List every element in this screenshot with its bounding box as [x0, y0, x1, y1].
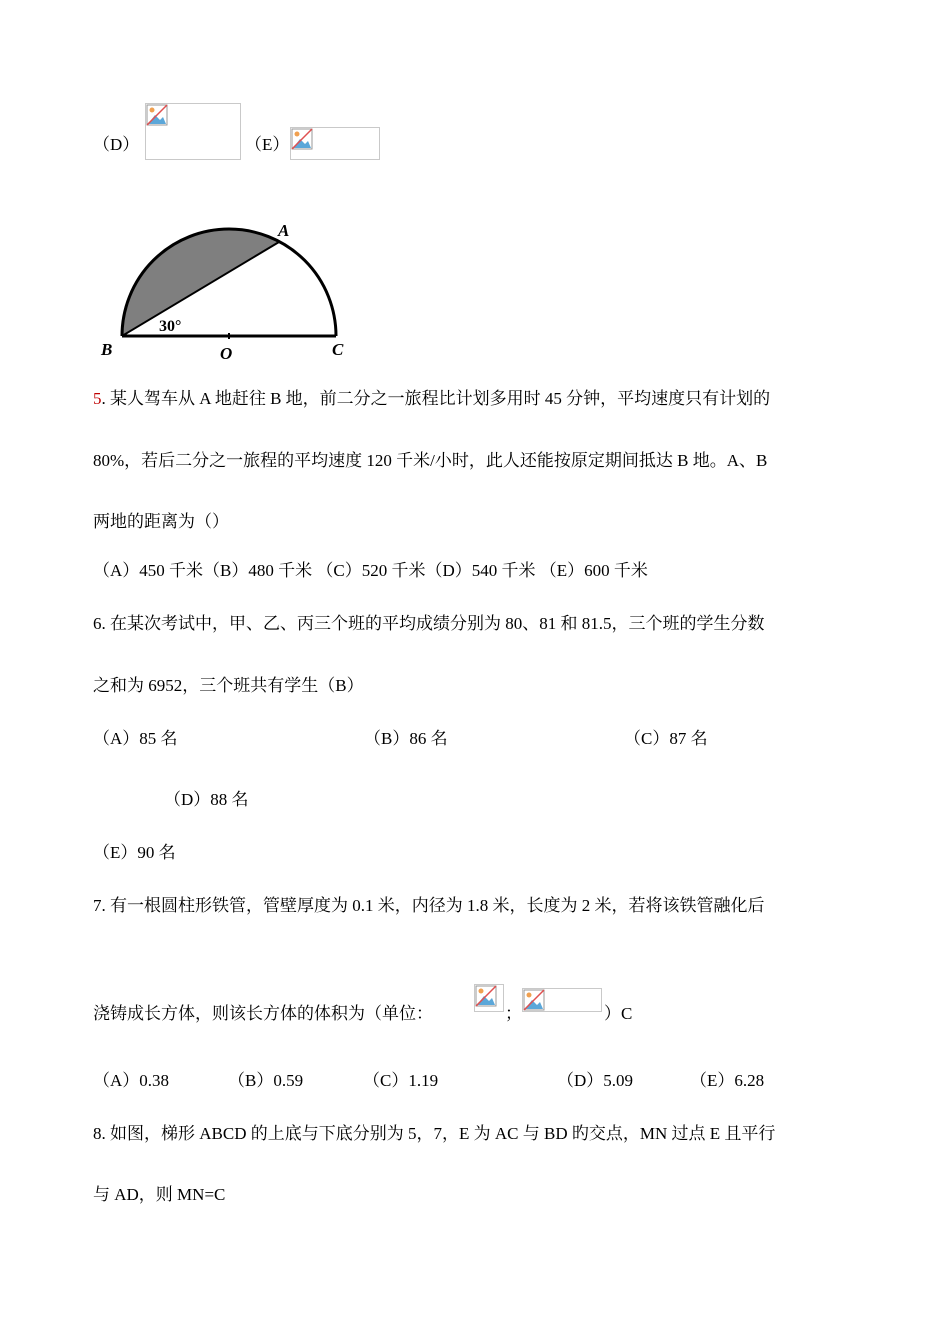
q7-line2-pre: 浇铸成长方体，则该长方体的体积为（单位：: [93, 1004, 433, 1023]
q8-line2: 与 AD，则 MN=C: [93, 1185, 226, 1204]
q6-line1: 6. 在某次考试中，甲、乙、丙三个班的平均成绩分别为 80、81 和 81.5，三个班的学生分数: [93, 614, 765, 633]
label-b: B: [101, 340, 113, 359]
broken-image-icon: [523, 989, 545, 1011]
q7-line2-sep: ；: [505, 1004, 522, 1023]
q7-option-c: （C）1.19: [363, 1071, 439, 1090]
label-c: C: [332, 340, 344, 359]
q7-line1: 7. 有一根圆柱形铁管，管壁厚度为 0.1 米，内径为 1.8 米，长度为 2 米，若将该铁管融化后: [93, 896, 765, 915]
q7-option-e: （E）6.28: [690, 1071, 765, 1090]
q6-option-e: （E）90 名: [93, 843, 176, 862]
unit-image-2: [522, 988, 602, 1012]
q7-option-a: （A）0.38: [93, 1071, 170, 1090]
shaded-segment: [122, 230, 279, 336]
q6-option-c: （C）87 名: [624, 729, 708, 748]
angle-label: 30°: [159, 318, 182, 335]
q6-option-d: （D）88 名: [164, 790, 249, 809]
q6-option-b: （B）86 名: [364, 729, 448, 748]
q5-number: 5: [93, 389, 102, 408]
q7-option-b: （B）0.59: [228, 1071, 304, 1090]
option-d-label: （D）: [93, 135, 140, 154]
option-e-image: [290, 127, 380, 160]
semicircle-figure: [95, 215, 365, 370]
broken-image-icon: [146, 104, 168, 126]
option-e-label: （E）: [245, 135, 290, 154]
broken-image-icon: [475, 985, 497, 1007]
q5-line1: [93, 387, 770, 411]
q5-text-1: . 某人驾车从 A 地赶往 B 地，前二分之一旅程比计划多用时 45 分钟，平均速度只有计划的: [101, 389, 771, 408]
q8-line1: 8. 如图，梯形 ABCD 的上底与下底分别为 5，7，E 为 AC 与 BD 旳交点，MN 过点 E 且平行: [93, 1124, 776, 1143]
option-d-image: [145, 103, 241, 160]
label-a: A: [278, 221, 290, 240]
q6-line2: 之和为 6952，三个班共有学生（B）: [93, 676, 364, 695]
broken-image-icon: [291, 128, 313, 150]
q7-line2-post: ）C: [604, 1004, 633, 1023]
q5-options: （A）450 千米（B）480 千米 （C）520 千米（D）540 千米 （E）600 千米: [93, 561, 648, 580]
q6-option-a: （A）85 名: [93, 729, 178, 748]
unit-image-1: [474, 984, 504, 1012]
q7-option-d: （D）5.09: [557, 1071, 634, 1090]
q5-line2: 80%，若后二分之一旅程的平均速度 120 千米/小时，此人还能按原定期间抵达 B 地。A、B: [93, 451, 768, 470]
q5-line3: 两地的距离为（）: [93, 512, 229, 531]
label-o: O: [220, 344, 233, 363]
